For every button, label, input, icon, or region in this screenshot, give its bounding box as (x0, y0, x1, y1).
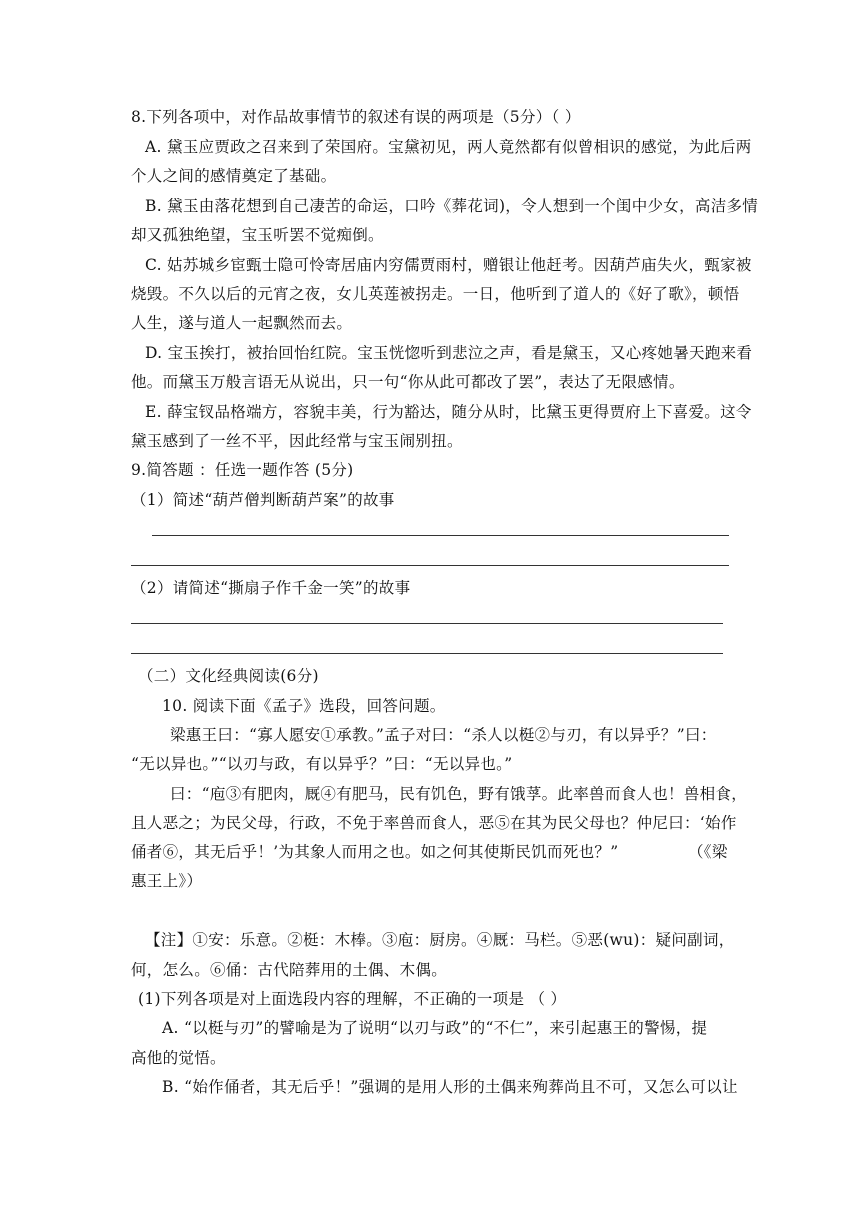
passage-source-part1: （《梁 (688, 843, 728, 861)
q8-option-e-line1: E. 薛宝钗品格端方，容貌丰美，行为豁达，随分从时，比黛玉更得贾府上下喜爱。这令 (145, 403, 752, 421)
q8-option-b-line1: B. 黛玉由落花想到自己凄苦的命运，口吟《葬花词)，令人想到一个闺中少女，高洁多情 (145, 197, 759, 215)
q8-option-d-line1: D. 宝玉挨打，被抬回怡红院。宝玉恍惚听到悲泣之声，看是黛玉，又心疼她暑天跑来看 (145, 344, 753, 362)
q8-option-c-line2: 烧毁。不久以后的元宵之夜，女儿英莲被拐走。一日，他听到了道人的《好了歌》，顿悟 (131, 285, 740, 303)
passage-p1-line2: “无以异也。”“以刃与政，有以异乎？”曰：“无以异也。” (131, 755, 513, 773)
q10-sub1-option-a-line1: A. “以梃与刃”的譬喻是为了说明“以刃与政”的“不仁”，来引起惠王的警惕，提 (162, 1019, 708, 1037)
passage-p2-line1: 曰：“庖③有肥肉，厩④有肥马，民有饥色，野有饿莩。此率兽而食人也！兽相食， (170, 785, 748, 803)
q9-sub2: （2）请简述“撕扇子作千金一笑”的故事 (131, 579, 411, 597)
q9-answer-line-2 (131, 565, 729, 566)
q8-option-a-line1: A. 黛玉应贾政之召来到了荣国府。宝黛初见，两人竟然都有似曾相识的感觉，为此后两 (145, 138, 752, 156)
section2-heading: （二）文化经典阅读(6分) (138, 667, 319, 685)
passage-p2-line3: 俑者⑥，其无后乎！’为其象人而用之也。如之何其使斯民饥而死也？” (131, 843, 619, 861)
q9-answer-line-4 (131, 653, 723, 654)
q8-option-b-line2: 却又孤独绝望，宝玉听罢不觉痴倒。 (131, 226, 384, 244)
q8-option-a-line2: 个人之间的感情奠定了基础。 (131, 167, 337, 185)
q8-option-d-line2: 他。而黛玉万般言语无从说出，只一句“你从此可都改了罢”，表达了无限感情。 (131, 373, 685, 391)
notes-line2: 何，怎么。⑥俑：古代陪葬用的土偶、木偶。 (131, 961, 448, 979)
q8-option-e-line2: 黛玉感到了一丝不平，因此经常与宝玉闹别扭。 (131, 432, 463, 450)
q10-sub1-stem: (1)下列各项是对上面选段内容的理解，不正确的一项是 （ ） (138, 990, 567, 1008)
q8-option-c-line3: 人生，遂与道人一起飘然而去。 (131, 314, 353, 332)
passage-p1-line1: 梁惠王曰：“寡人愿安①承教。”孟子对曰：“杀人以梃②与刃，有以异乎？”曰： (170, 726, 717, 744)
passage-source-part2: 惠王上》） (131, 872, 203, 890)
q9-stem: 9.简答题 ：任选一题作答 (5分) (131, 461, 354, 479)
q10-sub1-option-b-line1: B. “始作俑者，其无后乎！”强调的是用人形的土偶来殉葬尚且不可，又怎么可以让 (162, 1078, 738, 1096)
q9-answer-line-3 (131, 623, 723, 624)
notes-line1: 【注】①安：乐意。②梃：木棒。③庖：厨房。④厩：马栏。⑤恶(wu)：疑问副词， (145, 931, 735, 949)
q8-stem: 8.下列各项中，对作品故事情节的叙述有误的两项是（5分）（ ） (131, 108, 581, 126)
passage-p2-line2: 且人恶之；为民父母，行政，不免于率兽而食人，恶⑤在其为民父母也？仲尼曰：‘始作 (131, 814, 737, 832)
q8-option-c-line1: C. 姑苏城乡宦甄士隐可怜寄居庙内穷儒贾雨村，赠银让他赶考。因葫芦庙失火，甄家被 (145, 256, 752, 274)
q9-answer-line-1 (152, 535, 729, 536)
q9-sub1: （1）简述“葫芦僧判断葫芦案”的故事 (131, 491, 395, 509)
q10-sub1-option-a-line2: 高他的觉悟。 (131, 1049, 226, 1067)
q10-stem: 10. 阅读下面《孟子》选段，回答问题。 (162, 697, 446, 715)
